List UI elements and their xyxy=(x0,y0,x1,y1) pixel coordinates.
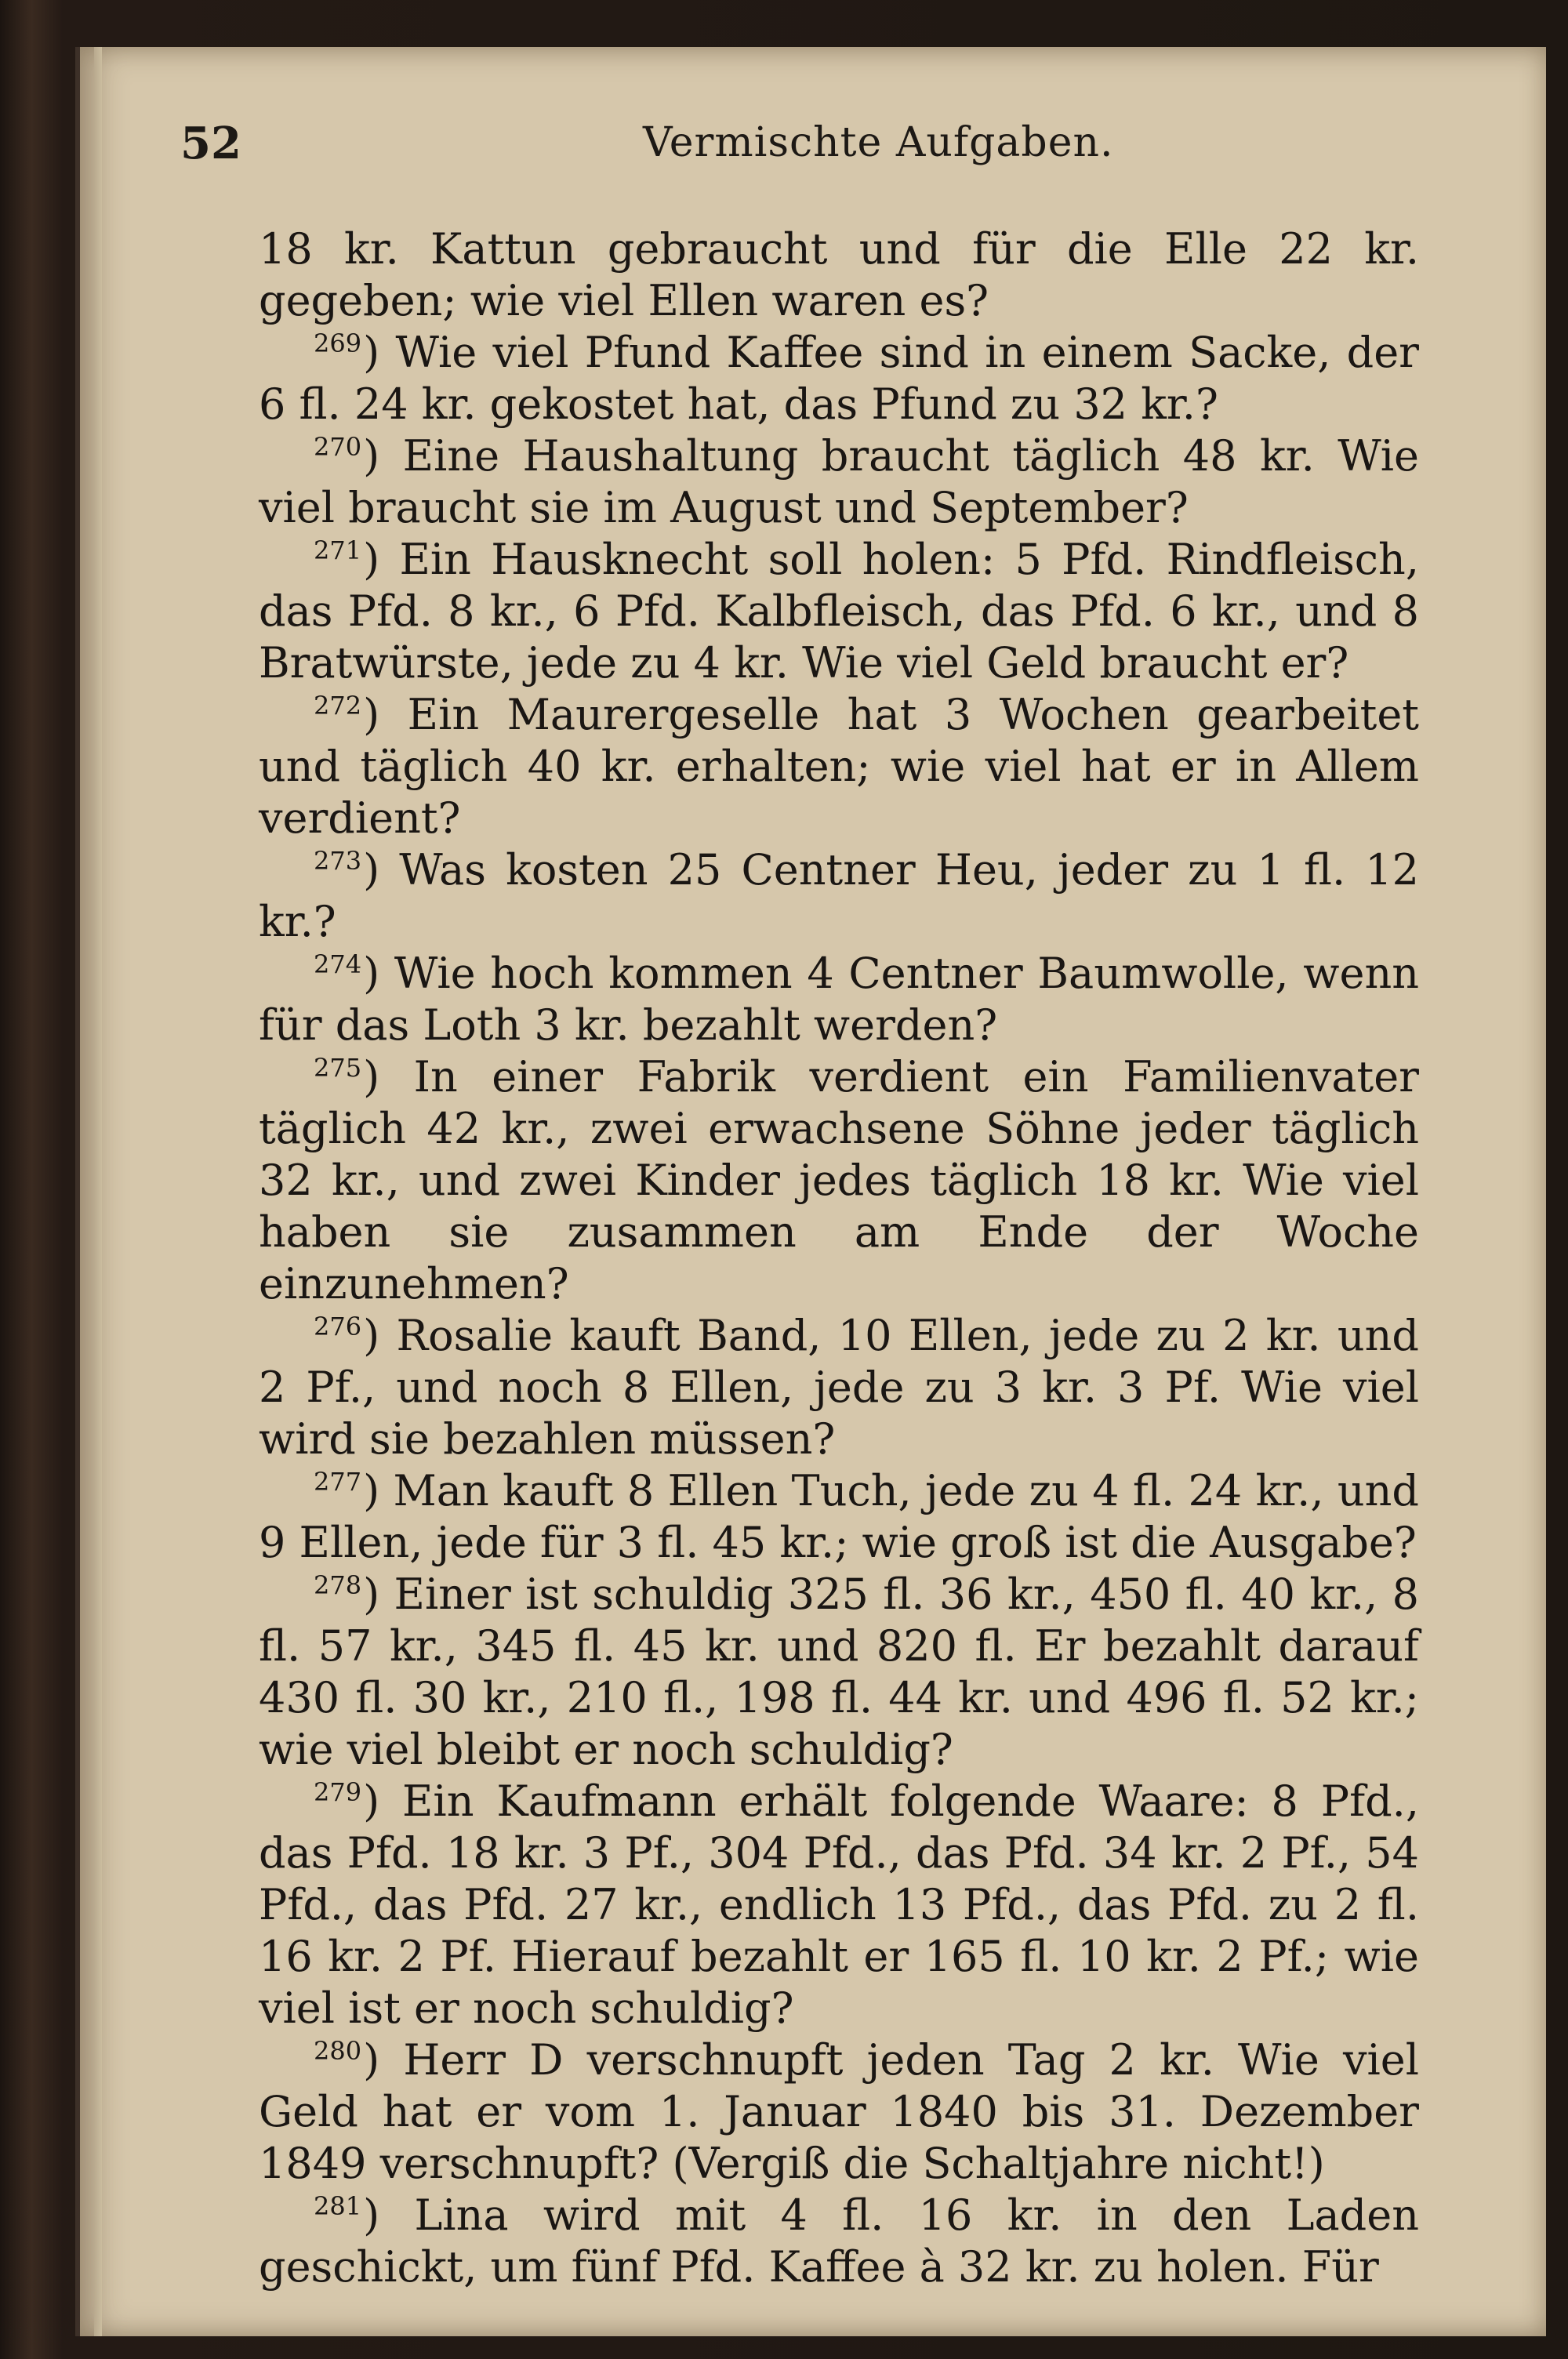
problem-280 xyxy=(259,2034,1419,2190)
section-title: Vermischte Aufgaben. xyxy=(643,119,1114,166)
problem-number: 278 xyxy=(314,1570,362,1600)
problem-text: ) Wie hoch kommen 4 Centner Baumwolle, wenn für das Loth 3 kr. bezahlt werden? xyxy=(259,949,1419,1050)
problem-number: 273 xyxy=(314,846,362,876)
problem-number: 274 xyxy=(314,949,362,979)
problem-274 xyxy=(259,948,1419,1051)
problem-281 xyxy=(259,2190,1419,2293)
problem-number: 271 xyxy=(314,535,362,565)
problem-277 xyxy=(259,1465,1419,1569)
problem-text: ) Was kosten 25 Centner Heu, jeder zu 1 fl. 12 kr.? xyxy=(259,845,1419,946)
problem-269 xyxy=(259,327,1419,430)
problem-text: ) Lina wird mit 4 fl. 16 kr. in den Laden geschickt, um fünf Pfd. Kaffee à 32 kr. zu holen. Für xyxy=(259,2190,1419,2292)
problem-text: ) Ein Hausknecht soll holen: 5 Pfd. Rindfleisch, das Pfd. 8 kr., 6 Pfd. Kalbfleisch, das Pfd. 6 kr., und 8 Bratwürste, jede zu 4 kr. Wie viel Geld braucht er? xyxy=(259,535,1419,688)
problem-text: ) Man kauft 8 Ellen Tuch, jede zu 4 fl. 24 kr., und 9 Ellen, jede für 3 fl. 45 kr.; wie groß ist die Ausgabe? xyxy=(259,1466,1419,1567)
problem-number: 272 xyxy=(314,691,362,720)
problem-272 xyxy=(259,689,1419,844)
problem-number: 279 xyxy=(314,1777,362,1807)
problem-279 xyxy=(259,1776,1419,2034)
problem-273 xyxy=(259,844,1419,948)
problem-number: 269 xyxy=(314,328,362,358)
problem-number: 270 xyxy=(314,432,362,462)
problem-278 xyxy=(259,1569,1419,1776)
problem-text: ) Rosalie kauft Band, 10 Ellen, jede zu 2 kr. und 2 Pf., und noch 8 Ellen, jede zu 3 kr. 3 Pf. Wie viel wird sie bezahlen müssen? xyxy=(259,1311,1419,1464)
problem-text: ) Ein Kaufmann erhält folgende Waare: 8 Pfd., das Pfd. 18 kr. 3 Pf., 304 Pfd., das Pfd. 34 kr. 2 Pf., 54 Pfd., das Pfd. 27 kr., endlich 13 Pfd., das Pfd. zu 2 fl. 16 kr. 2 Pf. Hierauf bezahlt er 165 fl. 10 kr. 2 Pf.; wie viel ist er noch schuldig? xyxy=(259,1777,1419,2033)
page-text-block xyxy=(259,223,1419,2293)
page-number: 52 xyxy=(180,118,241,169)
problem-275 xyxy=(259,1051,1419,1310)
problem-text: ) Wie viel Pfund Kaffee sind in einem Sacke, der 6 fl. 24 kr. gekostet hat, das Pfund zu 32 kr.? xyxy=(259,328,1419,429)
problem-text: ) Einer ist schuldig 325 fl. 36 kr., 450 fl. 40 kr., 8 fl. 57 kr., 345 fl. 45 kr. und 820 fl. Er bezahlt darauf 430 fl. 30 kr., 210 fl., 198 fl. 44 kr. und 496 fl. 52 kr.; wie viel bleibt er noch schuldig? xyxy=(259,1570,1419,1774)
problem-number: 280 xyxy=(314,2036,362,2066)
problem-text: ) Herr D verschnupft jeden Tag 2 kr. Wie viel Geld hat er vom 1. Januar 1840 bis 31. Dezember 1849 verschnupft? (Vergiß die Schaltjahre nicht!) xyxy=(259,2035,1419,2188)
running-head xyxy=(180,118,1388,188)
continuation-paragraph: 18 kr. Kattun gebraucht und für die Elle 22 kr. gegeben; wie viel Ellen waren es? xyxy=(259,224,1419,325)
problem-270 xyxy=(259,430,1419,534)
problem-271 xyxy=(259,534,1419,689)
problem-text: ) In einer Fabrik verdient ein Familienvater täglich 42 kr., zwei erwachsene Söhne jeder täglich 32 kr., und zwei Kinder jedes täglich 18 kr. Wie viel haben sie zusammen am Ende der Woche einzunehmen? xyxy=(259,1052,1419,1308)
problem-text: ) Eine Haushaltung braucht täglich 48 kr. Wie viel braucht sie im August und September? xyxy=(259,431,1419,532)
problem-number: 275 xyxy=(314,1053,362,1083)
problem-number: 276 xyxy=(314,1312,362,1341)
problem-number: 277 xyxy=(314,1467,362,1497)
problem-text: ) Ein Maurergeselle hat 3 Wochen gearbeitet und täglich 40 kr. erhalten; wie viel hat er in Allem verdient? xyxy=(259,690,1419,843)
problem-276 xyxy=(259,1310,1419,1465)
problem-number: 281 xyxy=(314,2191,362,2221)
